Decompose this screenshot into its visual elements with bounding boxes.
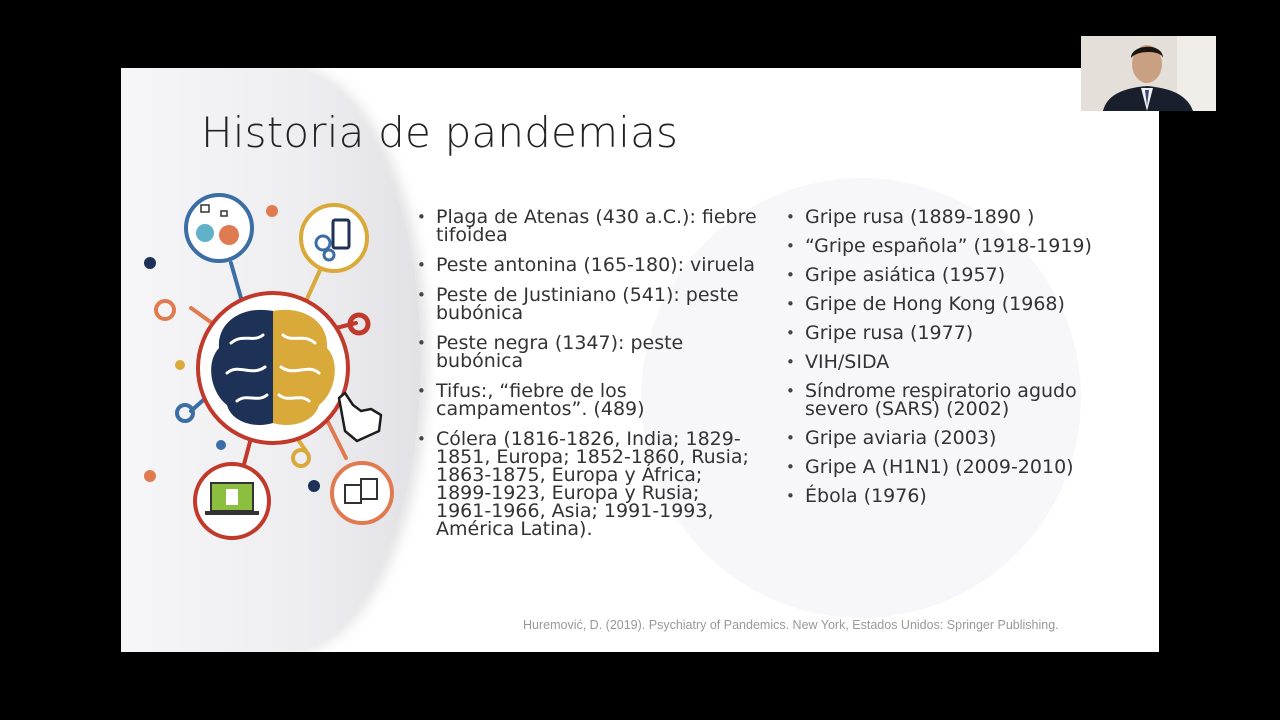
list-item: • Peste negra (1347): peste bubónica bbox=[417, 334, 757, 370]
list-item: • VIH/SIDA bbox=[786, 353, 1116, 371]
participant-video-icon bbox=[1081, 36, 1216, 111]
list-item: • Plaga de Atenas (430 a.C.): fiebre tifoidea bbox=[417, 208, 757, 244]
presentation-slide bbox=[121, 68, 1159, 652]
pointing-hand-icon bbox=[339, 393, 381, 441]
list-item: • Gripe rusa (1889-1890 ) bbox=[786, 208, 1116, 226]
people-chat-icon bbox=[186, 195, 252, 261]
books-icon bbox=[332, 463, 392, 523]
list-item: • Gripe asiática (1957) bbox=[786, 266, 1116, 284]
brain-network-illustration bbox=[131, 183, 411, 553]
participant-video-tile[interactable] bbox=[1081, 36, 1216, 111]
list-item: • Tifus:, “fiebre de los campamentos”. (489) bbox=[417, 382, 757, 418]
list-item: • Síndrome respiratorio agudo severo (SARS) (2002) bbox=[786, 382, 1116, 418]
list-item: • “Gripe española” (1918-1919) bbox=[786, 237, 1116, 255]
laptop-document-icon bbox=[195, 464, 269, 538]
pandemic-list-left bbox=[417, 208, 757, 550]
list-item: • Gripe rusa (1977) bbox=[786, 324, 1116, 342]
brain-icon bbox=[198, 293, 348, 443]
list-item: • Cólera (1816-1826, India; 1829-1851, Europa; 1852-1860, Rusia; 1863-1875, Europa y África; 1899-1923, Europa y Rusia; 1961-1966, Asia; 1991-1993, América Latina). bbox=[417, 430, 757, 538]
slide-title: Historia de pandemias bbox=[201, 108, 679, 157]
list-item: • Gripe aviaria (2003) bbox=[786, 429, 1116, 447]
list-item: • Gripe A (H1N1) (2009-2010) bbox=[786, 458, 1116, 476]
pandemic-list-right bbox=[786, 208, 1116, 516]
list-item: • Gripe de Hong Kong (1968) bbox=[786, 295, 1116, 313]
citation-text: Huremović, D. (2019). Psychiatry of Pandemics. New York, Estados Unidos: Springer Publishing. bbox=[523, 618, 1059, 632]
list-item: • Ébola (1976) bbox=[786, 487, 1116, 505]
list-item: • Peste antonina (165-180): viruela bbox=[417, 256, 757, 274]
mobile-gears-icon bbox=[301, 205, 367, 271]
list-item: • Peste de Justiniano (541): peste bubónica bbox=[417, 286, 757, 322]
